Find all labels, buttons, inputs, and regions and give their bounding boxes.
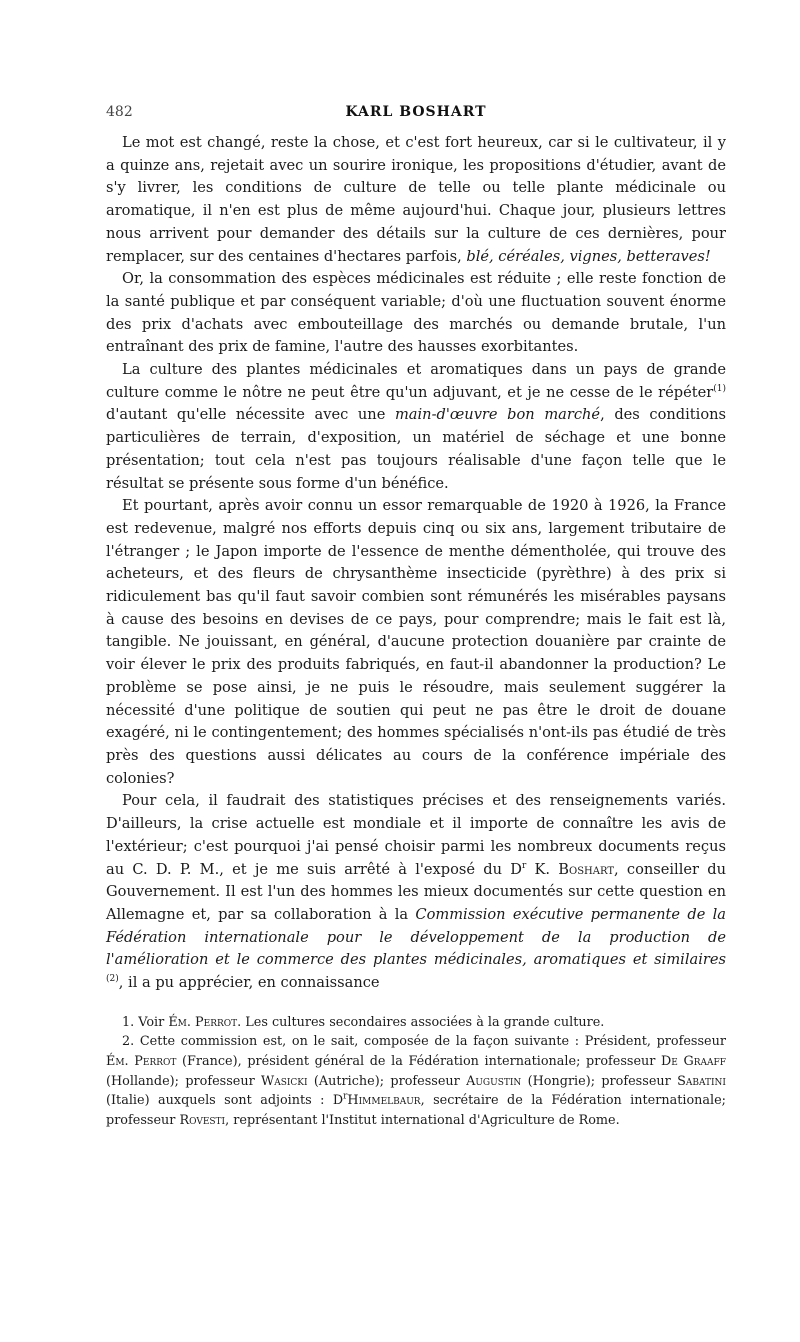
person-name: Augustin [466, 1073, 522, 1089]
book-page [106, 104, 726, 1130]
footnote-text: 2. Cette commission est, on le sait, composée de la façon suivante : Président, professeur [122, 1034, 726, 1050]
footnote-1 [106, 1013, 726, 1033]
page-number: 482 [106, 104, 133, 120]
footnote-2 [106, 1032, 726, 1130]
italic-text: main-d'œuvre bon marché [394, 406, 601, 424]
page-header [106, 104, 726, 126]
person-name: Rovesti [179, 1112, 226, 1128]
paragraph-3 [106, 359, 726, 495]
person-name: De Graaff [661, 1053, 727, 1069]
paragraph-5 [106, 790, 726, 994]
footnote-text: (Italie) auxquels sont adjoints : D [106, 1093, 344, 1109]
superscript: r [343, 1091, 348, 1102]
footnote-text: , représentant l'Institut international d'Agriculture de Rome. [225, 1112, 620, 1128]
footnote-text: 1. Voir [122, 1014, 169, 1030]
author-name: Boshart [558, 860, 615, 878]
paragraph-text: K. [526, 860, 559, 878]
person-name: Ém. Perrot [106, 1053, 177, 1069]
paragraph-text: Le mot est changé, reste la chose, et c'est fort heureux, car si le cultivateur, il y a quinze ans, rejetait avec un sourire ironique, les propositions d'étudier, avant de s'y livrer, les conditions de culture de telle ou telle plante médicinale ou aromatique, il n'en est plus de même aujourd'hui. Chaque jour, plusieurs lettres nous arrivent pour demander des détails sur la culture de ces dernières, pour remplacer, sur des centaines d'hectares parfois, [106, 134, 726, 265]
paragraph-text: d'autant qu'elle nécessite avec une [106, 406, 395, 424]
footnote-text: (Hollande); professeur [106, 1073, 262, 1089]
person-name: Himmelbaur [347, 1093, 421, 1109]
paragraph-text: , il a pu apprécier, en connaissance [118, 974, 380, 992]
running-title: KARL BOSHART [345, 104, 487, 120]
footnote-text: , secrétaire de la Fédération internationale; professeur [106, 1093, 726, 1128]
footnote-text: (Autriche); professeur [307, 1073, 467, 1089]
paragraph-4: Et pourtant, après avoir connu un essor remarquable de 1920 à 1926, la France est redevenue, malgré nos efforts depuis cinq ou six ans, largement tributaire de l'étranger ; le Japon importe de l'essence de menthe démentholée, qui trouve des acheteurs, et des fleurs de chrysanthème insecticide (pyrèthre) à des prix si ridiculement bas qu'il faut savoir combien sont rémunérés les misérables paysans à cause des besoins en devises de ce pays, pour comprendre; mais le fait est là, tangible. Ne jouissant, en général, d'aucune protection douanière par crainte de voir élever le prix des produits fabriqués, en faut-il abandonner la production? Le problème se pose ainsi, je ne puis le résoudre, mais seulement suggérer la nécessité d'une politique de soutien qui peut ne pas être le droit de douane exagéré, ni le contingentement; des hommes spécialisés n'ont-ils pas étudié de très près des questions aussi délicates au cours de la conférence impériale des colonies? [106, 497, 726, 787]
paragraph-text: La culture des plantes médicinales et aromatiques dans un pays de grande culture comme le nôtre ne peut être qu'un adjuvant, et je ne cesse de le répéter [106, 361, 726, 401]
paragraph-1 [106, 132, 726, 268]
body-text [106, 132, 726, 995]
paragraph-text: , des conditions particulières de terrain, d'exposition, un matériel de séchage et une bonne présentation; tout cela n'est pas toujours réalisable d'une façon telle que le résultat se présente sous forme d'un bénéfice. [106, 406, 726, 492]
paragraph-text: , conseiller du Gouvernement. Il est l'un des hommes les mieux documentés sur cette question en Allemagne et, par sa collaboration à la [106, 860, 726, 923]
footnote-text: . Les cultures secondaires associées à la grande culture. [237, 1014, 605, 1030]
footnote-ref-2: (2) [106, 974, 119, 985]
person-name: Wasicki [261, 1073, 308, 1089]
person-name: Ém. Perrot [168, 1014, 238, 1030]
footnote-ref-1: (1) [713, 383, 726, 394]
italic-text: blé, céréales, vignes, betteraves! [466, 247, 711, 265]
person-name: Sabatini [677, 1073, 726, 1089]
paragraph-2: Or, la consommation des espèces médicinales est réduite ; elle reste fonction de la santé publique et par conséquent variable; d'où une fluctuation souvent énorme des prix d'achats avec embouteillage des marchés ou demande brutale, l'un entraînant des prix de famine, l'autre des hausses exorbitantes. [106, 270, 726, 356]
superscript: r [521, 860, 527, 871]
footnote-text: (Hongrie); professeur [521, 1073, 678, 1089]
footnote-text: (France), président général de la Fédération internationale; professeur [176, 1053, 662, 1069]
footnotes [106, 1013, 726, 1131]
italic-text: Commission exécutive permanente de la Fédération internationale pour le développement de la production de l'amélioration et le commerce des plantes médicinales, aromatiques et similaires [106, 905, 726, 969]
paragraph-text: Pour cela, il faudrait des statistiques précises et des renseignements variés. D'ailleurs, la crise actuelle est mondiale et il importe de connaître les avis de l'extérieur; c'est pourquoi j'ai pensé choisir parmi les nombreux documents reçus au C. D. P. M., et je me suis arrêté à l'exposé du D [106, 792, 726, 878]
